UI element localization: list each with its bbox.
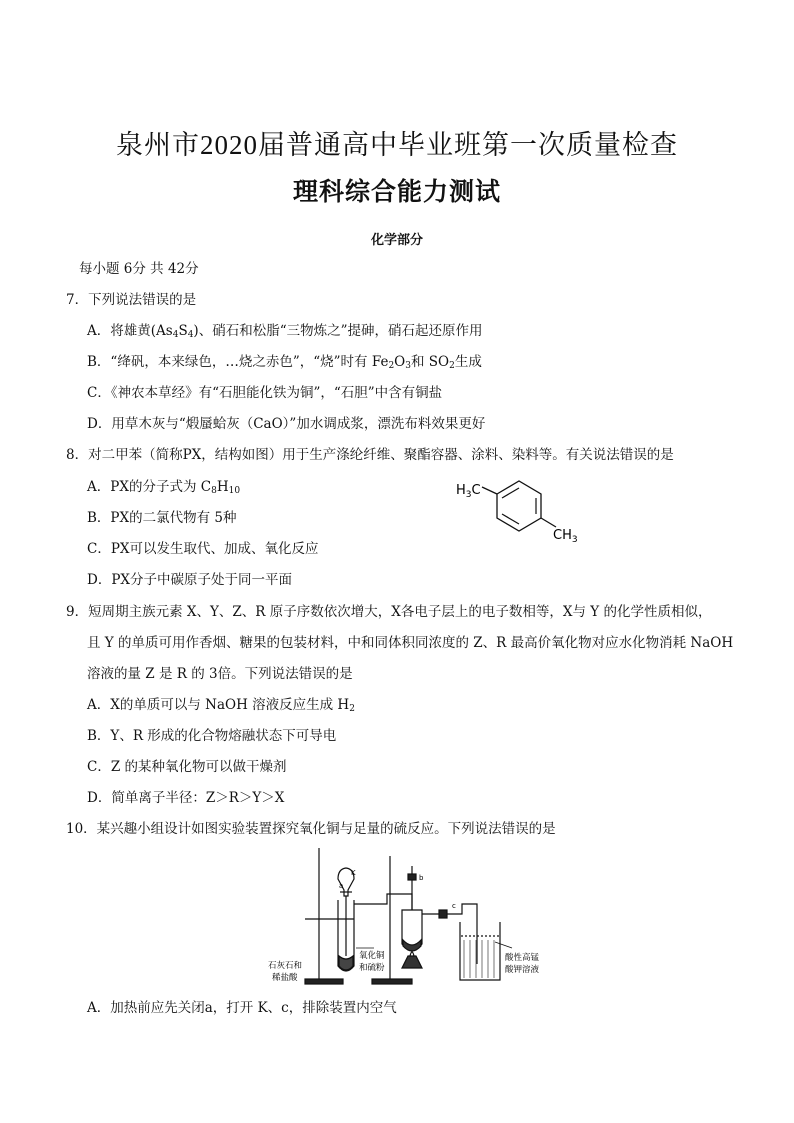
label-k: K [351,869,356,877]
middle-stand-base [372,979,412,984]
label-mid-1: 氧化铜 [359,951,385,961]
q7-b-sub-1: 2 [388,361,395,371]
q9-option-b: B．Y、R 形成的化合物熔融状态下可导电 [87,728,337,744]
exam-subtitle: 理科综合能力测试 [292,177,501,206]
q7-a-sub-1: 4 [172,330,179,340]
q10-stem: 10．某兴趣小组设计如图实验装置探究氧化铜与足量的硫反应。下列说法错误的是 [66,821,556,837]
q9-option-c: C．Z 的某种氧化物可以做干燥剂 [87,759,287,775]
q9-option-d: D．简单离子半径：Z＞R＞Y＞X [87,790,285,806]
q9-a-sub: 2 [349,704,355,714]
pointer-right [495,942,512,948]
score-note: 每小题 6分 共 42分 [79,261,199,277]
delivery-tube-1 [354,894,412,910]
q7-b-text-3: 和 SO [410,354,450,370]
q9-stem-line-1: 9．短周期主族元素 X、Y、Z、R 原子序数依次增大，X各电子层上的电子数相等，X与 Y 的化学性质相似， [66,604,712,620]
section-heading: 化学部分 [370,233,423,248]
apparatus-diagram [262,844,542,994]
valve-b [408,874,416,880]
q8-option-d: D．PX分子中碳原子处于同一平面 [87,572,293,588]
valve-c [439,910,447,918]
p-xylene-structure [452,474,592,546]
q8-a-text-2: H [216,479,229,495]
q8-option-a [87,478,240,496]
q7-stem: 7．下列说法错误的是 [66,292,197,308]
methyl-left-label: $H_3C$ [456,483,481,500]
delivery-tube-2 [422,904,477,964]
methyl-right-bond [541,518,556,527]
q8-option-c: C．PX可以发生取代、加成、氧化反应 [87,541,319,557]
q7-option-b [87,353,482,371]
q7-a-text-1: A．将雄黄(As [87,323,173,339]
oxide-sulfur-mixture [403,940,421,951]
left-stand-base [305,979,343,984]
label-right-2: 酸钾溶液 [505,965,540,975]
q7-a-text-3: )、硝石和松脂“三物炼之”提砷，硝石起还原作用 [193,323,483,339]
label-b: b [419,874,424,882]
q7-b-text-1: B．“绛矾，本来绿色，…烧之赤色”，“烧”时有 Fe [87,354,389,370]
label-left-1: 石灰石和 [268,961,303,971]
q7-b-sub-3: 2 [449,361,455,371]
label-right-1: 酸性高锰 [505,953,540,963]
methyl-left-bond [482,487,497,494]
q9-option-a [87,696,355,714]
q8-a-text-1: A．PX的分子式为 C [87,479,212,495]
q7-option-d: D．用草木灰与“煅蜃蛤灰（CaO）”加水调成浆，漂洗布料效果更好 [87,416,486,432]
q7-option-a [87,322,483,340]
q7-option-c: C．《神农本草经》有“石胆能化铁为铜”，“石胆”中含有铜盐 [87,385,443,401]
q9-stem-line-2: 且 Y 的单质可用作香烟、糖果的包装材料，中和同体积同浓度的 Z、R 最高价氧化物对应水化物消耗 NaOH [87,635,734,651]
label-c: c [452,902,456,910]
q9-stem-line-3: 溶液的量 Z 是 R 的 3倍。下列说法错误的是 [87,666,353,682]
q7-b-text-4: 生成 [454,354,482,370]
q8-a-sub-1: 8 [211,486,217,496]
q7-a-text-2: S [178,323,188,339]
q8-option-b: B．PX的二氯代物有 5种 [87,510,237,526]
q7-a-sub-2: 4 [187,330,194,340]
q9-a-text: A．X的单质可以与 NaOH 溶液反应生成 H [87,697,350,713]
q8-a-sub-2: 10 [228,486,241,496]
label-left-2: 稀盐酸 [272,973,298,983]
q10-option-a: A．加热前应先关闭a，打开 K、c，排除装置内空气 [87,1000,397,1016]
reactants-in-tube [339,956,353,970]
q7-b-sub-2: 3 [405,361,411,371]
label-a: a [339,882,344,890]
label-mid-2: 和硫粉 [359,963,385,973]
q7-b-text-2: O [394,354,406,370]
methyl-right-label: $CH_3$ [553,528,578,545]
beaker-liquid-hatch [464,940,494,978]
q8-stem: 8．对二甲苯（简称PX，结构如图）用于生产涤纶纤维、聚酯容器、涂料、染料等。有关说法错误的是 [66,447,674,463]
alcohol-burner [402,956,422,968]
exam-title: 泉州市2020届普通高中毕业班第一次质量检查 [116,130,678,160]
